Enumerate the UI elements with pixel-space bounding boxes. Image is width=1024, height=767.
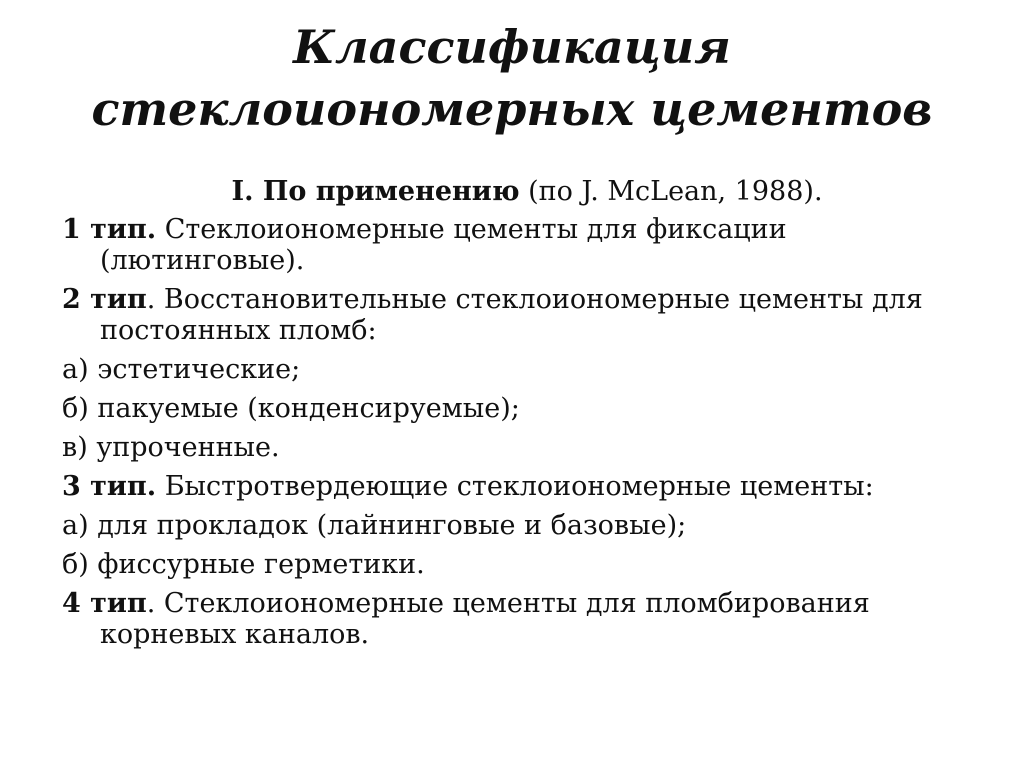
item-bold: 4 тип	[62, 588, 147, 619]
item-bold: 3 тип.	[62, 471, 157, 502]
item-text: б) пакуемые (конденсируемые);	[62, 393, 520, 424]
subitem-b	[62, 393, 992, 424]
subitem-v	[62, 432, 992, 463]
type-4-item	[62, 588, 992, 650]
item-bold: 1 тип.	[62, 214, 157, 245]
section-heading	[62, 176, 992, 207]
section-heading-bold: I. По применению	[231, 176, 520, 207]
item-text: б) фиссурные герметики.	[62, 549, 425, 580]
subitem-a	[62, 354, 992, 385]
item-text: а) эстетические;	[62, 354, 301, 385]
item-text: а) для прокладок (лайнинговые и базовые);	[62, 510, 687, 541]
type-1-item	[62, 214, 992, 276]
item-text: . Стеклоиономерные цементы для пломбирования корневых каналов.	[100, 588, 870, 650]
subitem-a	[62, 510, 992, 541]
type-3-item	[62, 471, 992, 502]
page-title	[0, 16, 1024, 140]
title-line-2: стеклоиономерных цементов	[91, 82, 933, 136]
item-bold: 2 тип	[62, 284, 147, 315]
type-2-item	[62, 284, 992, 346]
section-heading-rest: (по J. McLean, 1988).	[519, 176, 823, 207]
classification-body	[62, 176, 992, 658]
title-line-1: Классификация	[293, 20, 731, 74]
subitem-b	[62, 549, 992, 580]
item-text: . Восстановительные стеклоиономерные цементы для постоянных пломб:	[100, 284, 923, 346]
item-text: в) упроченные.	[62, 432, 280, 463]
item-text: Быстротвердеющие стеклоиономерные цементы:	[156, 471, 874, 502]
item-text: Стеклоиономерные цементы для фиксации (лютинговые).	[100, 214, 787, 276]
